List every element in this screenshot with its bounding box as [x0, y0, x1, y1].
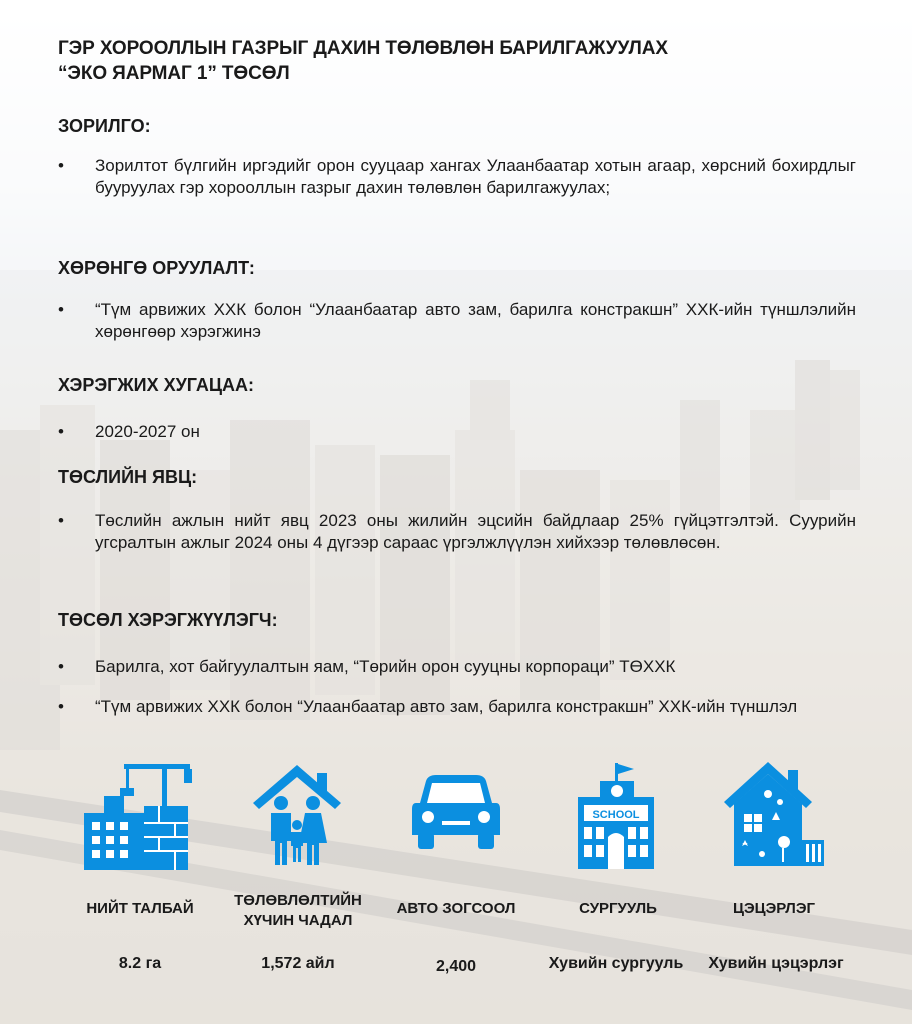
section-heading-progress: ТӨСЛИЙН ЯВЦ: — [58, 467, 198, 487]
stat-value-school: Хувийн сургууль — [548, 955, 684, 972]
bullet-goal — [58, 155, 856, 199]
section-heading-goal: ЗОРИЛГО: — [58, 116, 151, 136]
building-crane-icon — [84, 758, 192, 870]
bullet-dot: • — [58, 697, 64, 716]
bullet-text: Барилга, хот байгуулалтын яам, “Төрийн орон сууцны корпораци” ТӨХХК — [95, 657, 676, 676]
stat-label-kindergarten: ЦЭЦЭРЛЭГ — [732, 900, 816, 917]
stat-label-school: СУРГУУЛЬ — [579, 900, 657, 917]
bullet-duration — [58, 421, 856, 443]
stat-label-capacity: ТӨЛӨВЛӨЛТИЙН ХҮЧИН ЧАДАЛ — [234, 892, 362, 929]
bullet-text: “Түм арвижих ХХК болон “Улаанбаатар авто зам, барилга констракшн” ХХК-ийн түншлэлийн хөрөнгөөр хэрэгжинэ — [95, 300, 856, 341]
page-title — [58, 36, 668, 86]
kindergarten-icon — [722, 762, 824, 866]
bullet-text: Төслийн ажлын нийт явц 2023 оны жилийн эцсийн байдлаар 25% гүйцэтгэлтэй. Суурийн угсралтын ажлыг 2024 оны 4 дүгээр сараас үргэлжлүүлэн хийхээр төлөвлөсөн. — [95, 511, 856, 552]
title-line-2: “ЭКО ЯАРМАГ 1” ТӨСӨЛ — [58, 63, 290, 84]
car-icon — [412, 775, 500, 849]
bullet-dot: • — [58, 511, 64, 530]
bullet-dot: • — [58, 422, 64, 441]
bullet-text: Зорилтот бүлгийн иргэдийг орон сууцаар хангах Улаанбаатар хотын агаар, хөрсний бохирдлыг бууруулах гэр хорооллын газрыг дахин төлөвлөн барилгажуулах; — [95, 156, 856, 197]
school-sign-text: SCHOOL — [592, 809, 640, 821]
bullet-implementer-2 — [58, 696, 856, 718]
bullet-dot: • — [58, 300, 64, 319]
family-house-icon — [253, 765, 341, 865]
bullet-dot: • — [58, 156, 64, 175]
school-icon — [578, 763, 654, 869]
stat-label-area: НИЙТ ТАЛБАЙ — [86, 900, 194, 917]
stat-value-area: 8.2 га — [118, 955, 162, 972]
stat-label-parking: АВТО ЗОГСООЛ — [396, 900, 516, 917]
bullet-text: “Түм арвижих ХХК болон “Улаанбаатар авто зам, барилга констракшн” ХХК-ийн түншлэл — [95, 697, 798, 716]
bullet-investment — [58, 299, 856, 343]
section-heading-investment: ХӨРӨНГӨ ОРУУЛАЛТ: — [58, 258, 255, 278]
stat-value-capacity: 1,572 айл — [261, 955, 335, 972]
title-line-1: ГЭР ХОРООЛЛЫН ГАЗРЫГ ДАХИН ТӨЛӨВЛӨН БАРИЛГАЖУУЛАХ — [58, 38, 668, 59]
section-heading-duration: ХЭРЭГЖИХ ХУГАЦАА: — [58, 375, 255, 395]
stat-value-kindergarten: Хувийн цэцэрлэг — [708, 955, 844, 972]
bullet-dot: • — [58, 657, 64, 676]
bullet-progress — [58, 510, 856, 554]
bullet-text: 2020-2027 он — [95, 422, 200, 441]
stat-value-parking: 2,400 — [435, 958, 477, 975]
section-heading-implementer: ТӨСӨЛ ХЭРЭГЖҮҮЛЭГЧ: — [58, 610, 278, 630]
bullet-implementer-1 — [58, 656, 856, 678]
